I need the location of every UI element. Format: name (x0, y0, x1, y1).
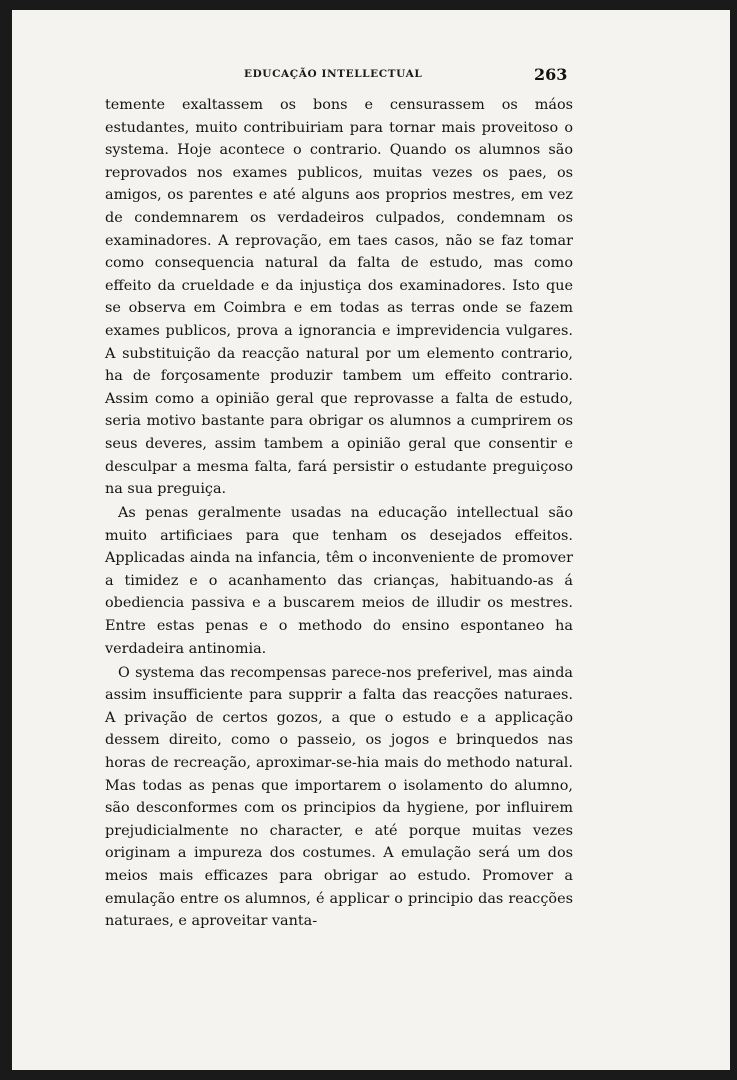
paragraph: O systema das recompensas parece-nos preferivel, mas ainda assim insufficiente para supprir a falta das reacções naturaes. A privação de certos gozos, a que o estudo e a applicação dessem direito, como o passeio, os jogos e brinquedos nas horas de recreação, aproximar-se-hia mais do methodo natural. Mas todas as penas que importarem o isolamento do alumno, são desconformes com os principios da hygiene, por influirem prejudicialmente no character, e até porque muitas vezes originam a impureza dos costumes. A emulação será um dos meios mais efficazes para obrigar ao estudo. Promover a emulação entre os alumnos, é applicar o principio das reacções naturaes, e aproveitar vanta- (105, 664, 573, 930)
running-title: EDUCAÇÃO INTELLECTUAL (244, 68, 423, 80)
book-page (12, 10, 730, 1070)
paragraph: As penas geralmente usadas na educação intellectual são muito artificiaes para que tenham os desejados effeitos. Applicadas ainda na infancia, têm o inconveniente de promover a timidez e o acanhamento das crianças, habituando-as á obediencia passiva e a buscarem meios de illudir os mestres. Entre estas penas e o methodo do ensino espontaneo ha verdadeira antinomia. (105, 505, 573, 657)
paragraph: temente exaltassem os bons e censurassem os máos estudantes, muito contribuiriam para tornar mais proveitoso o systema. Hoje acontece o contrario. Quando os alumnos são reprovados nos exames publicos, muitas vezes os paes, os amigos, os parentes e até alguns aos proprios mestres, em vez de condemnarem os verdadeiros culpados, condemnam os examinadores. A reprovação, em taes casos, não se faz tomar como consequencia natural da falta de estudo, mas como effeito da crueldade e da injustiça dos examinadores. Isto que se observa em Coimbra e em todas as terras onde se fazem exames publicos, prova a ignorancia e imprevidencia vulgares. A substituição da reacção natural por um elemento contrario, ha de forçosamente produzir tambem um effeito contrario. Assim como a opinião geral que reprovasse a falta de estudo, seria motivo bastante para obrigar os alumnos a cumprirem os seus deveres, assim tambem a opinião geral que consentir e desculpar a mesma falta, fará persistir o estudante preguiçoso na sua preguiça. (105, 97, 573, 498)
body-text (105, 94, 573, 934)
page-number: 263 (534, 65, 568, 84)
page-header (12, 65, 730, 90)
